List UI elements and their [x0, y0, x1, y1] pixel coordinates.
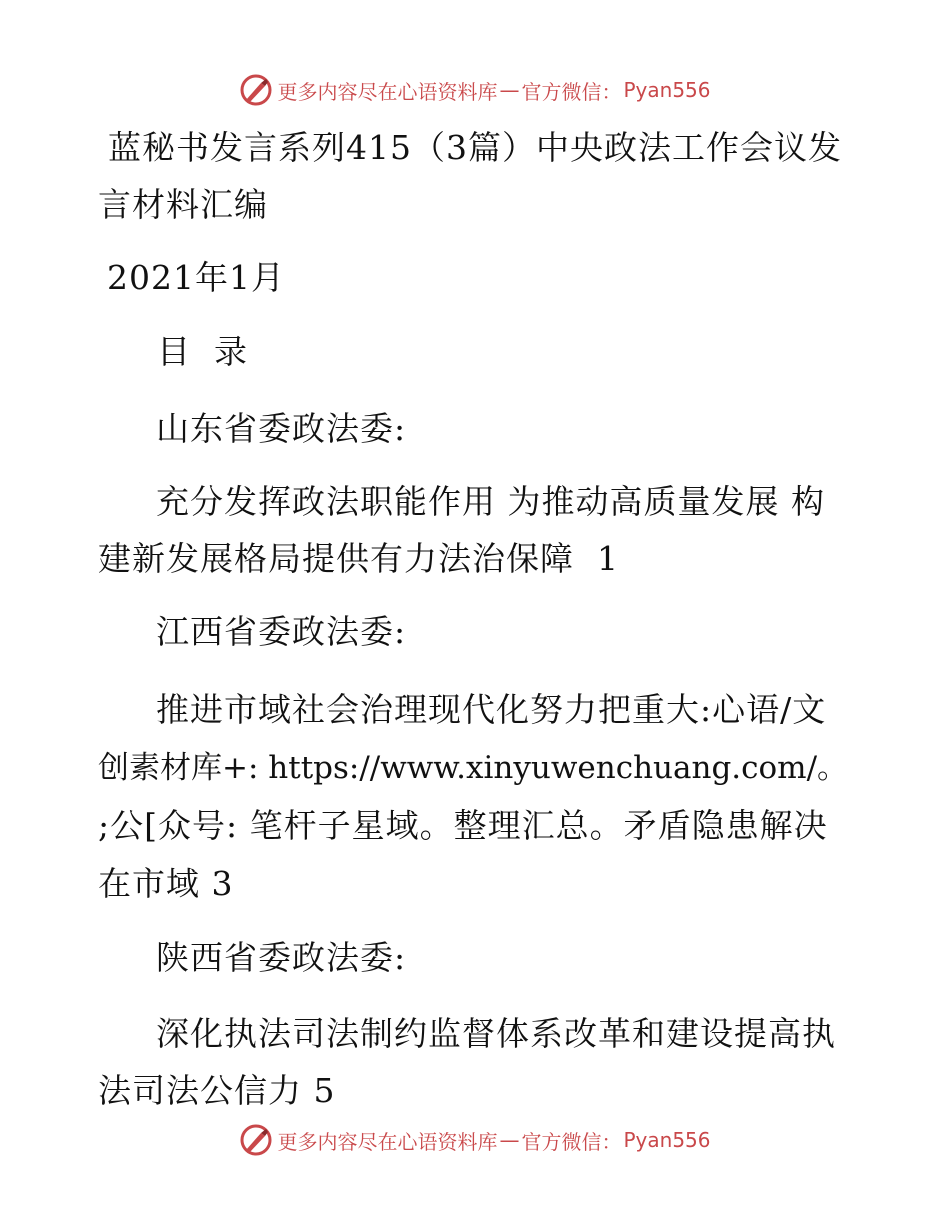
pen-logo-icon — [239, 1123, 273, 1157]
toc-entry-1-line-1: 充分发挥政法职能作用 为推动高质量发展 构 — [156, 482, 825, 521]
toc-entry-2-line-1: 推进市域社会治理现代化努力把重大:心语/文 — [156, 690, 827, 729]
toc-entry-1-line-2: 建新发展格局提供有力法治保障 1 — [98, 539, 619, 578]
banner-wechat-id: Pyan556 — [623, 1128, 711, 1152]
toc-entry-2-line-3: ;公[众号: 笔杆子星域。整理汇总。矛盾隐患解决 — [98, 806, 828, 845]
banner-separator: — — [499, 78, 520, 102]
toc-entry-2-org: 江西省委政法委: — [156, 612, 407, 651]
toc-entry-2-line-2: 创素材库+: https://www.xinyuwenchuang.com/。 — [98, 750, 849, 786]
banner-wechat-id: Pyan556 — [623, 78, 711, 102]
footer-watermark-banner — [0, 1120, 950, 1160]
pen-logo-icon — [239, 73, 273, 107]
document-title-line-1: 蓝秘书发言系列415（3篇）中央政法工作会议发 — [108, 128, 842, 167]
banner-text: 更多内容尽在心语资料库 — [277, 79, 498, 104]
toc-heading: 目 录 — [157, 332, 248, 371]
banner-wechat-label: 官方微信： — [521, 79, 622, 104]
toc-entry-3-line-2: 法司法公信力 5 — [98, 1071, 336, 1110]
document-date: 2021年1月 — [107, 258, 285, 297]
header-watermark-banner — [0, 70, 950, 110]
toc-entry-3-line-1: 深化执法司法制约监督体系改革和建设提高执 — [156, 1014, 836, 1053]
document-title-line-2: 言材料汇编 — [98, 185, 268, 224]
toc-entry-2-line-4: 在市域 3 — [98, 864, 234, 903]
banner-wechat-label: 官方微信： — [521, 1129, 622, 1154]
banner-text: 更多内容尽在心语资料库 — [277, 1129, 498, 1154]
toc-entry-1-org: 山东省委政法委: — [156, 409, 407, 448]
toc-entry-3-org: 陕西省委政法委: — [156, 938, 407, 977]
banner-separator: — — [499, 1128, 520, 1152]
